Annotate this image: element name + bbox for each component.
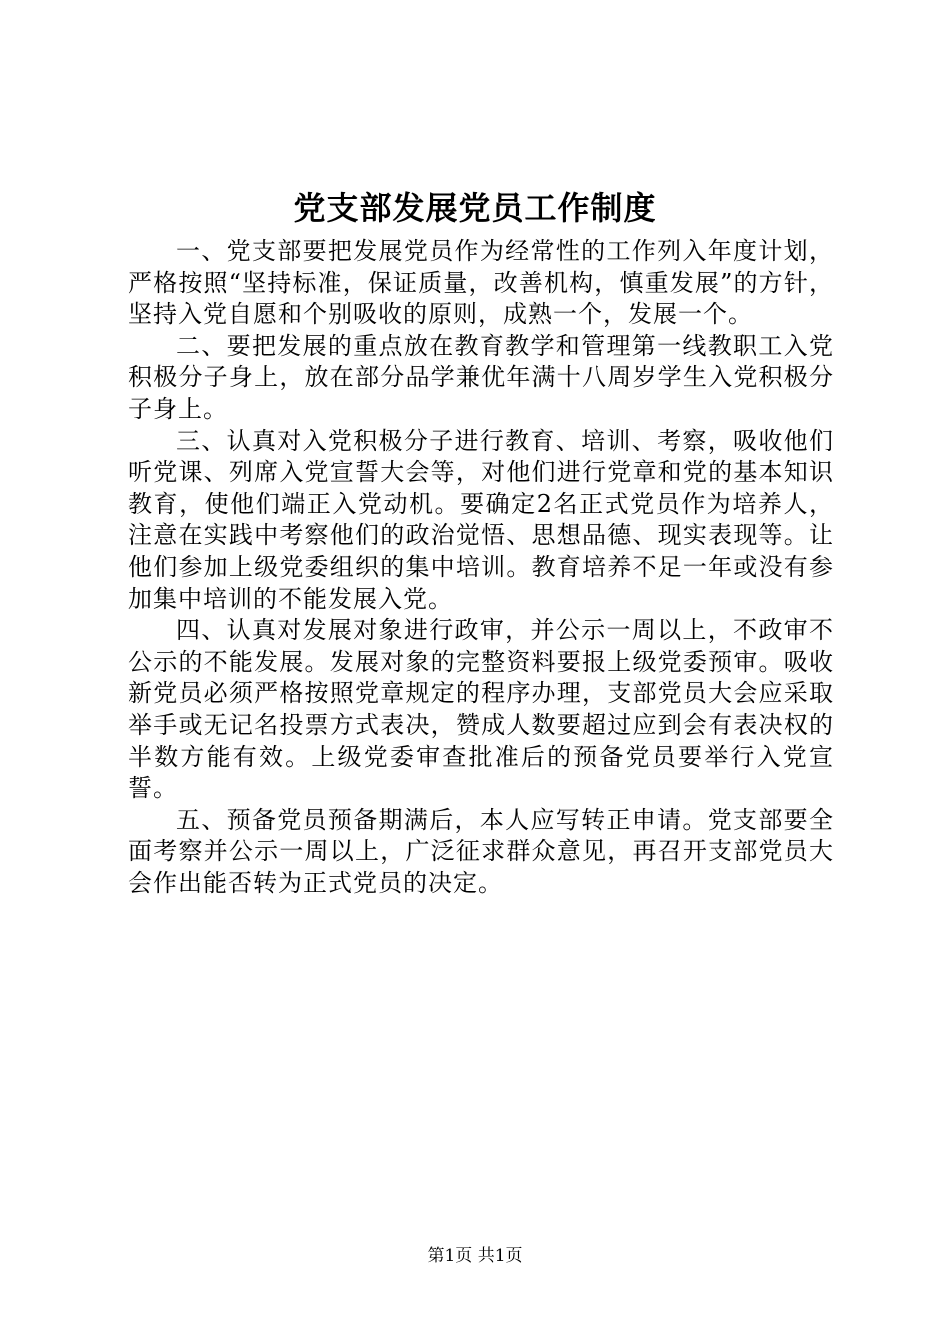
paragraph-2: 二、要把发展的重点放在教育教学和管理第一线教职工入党积极分子身上，放在部分品学兼优年满十八周岁学生入党积极分子身上。 bbox=[128, 331, 834, 423]
paragraph-3: 三、认真对入党积极分子进行教育、培训、考察，吸收他们听党课、列席入党宣誓大会等，对他们进行党章和党的基本知识教育，使他们端正入党动机。要确定2名正式党员作为培养人，注意在实践中考察他们的政治觉悟、思想品德、现实表现等。让他们参加上级党委组织的集中培训。教育培养不足一年或没有参加集中培训的不能发展入党。 bbox=[128, 426, 834, 613]
page-number-footer: 第1页 共1页 bbox=[427, 1246, 523, 1266]
paragraph-5: 五、预备党员预备期满后，本人应写转正申请。党支部要全面考察并公示一周以上，广泛征求群众意见，再召开支部党员大会作出能否转为正式党员的决定。 bbox=[128, 805, 834, 897]
document-body bbox=[128, 236, 834, 899]
paragraph-1: 一、党支部要把发展党员作为经常性的工作列入年度计划，严格按照“坚持标准，保证质量，改善机构，慎重发展”的方针，坚持入党自愿和个别吸收的原则，成熟一个，发展一个。 bbox=[128, 237, 834, 329]
paragraph-4: 四、认真对发展对象进行政审，并公示一周以上，不政审不公示的不能发展。发展对象的完整资料要报上级党委预审。吸收新党员必须严格按照党章规定的程序办理，支部党员大会应采取举手或无记名投票方式表决，赞成人数要超过应到会有表决权的半数方能有效。上级党委审查批准后的预备党员要举行入党宣誓。 bbox=[128, 616, 834, 803]
document-title: 党支部发展党员工作制度 bbox=[293, 189, 657, 227]
